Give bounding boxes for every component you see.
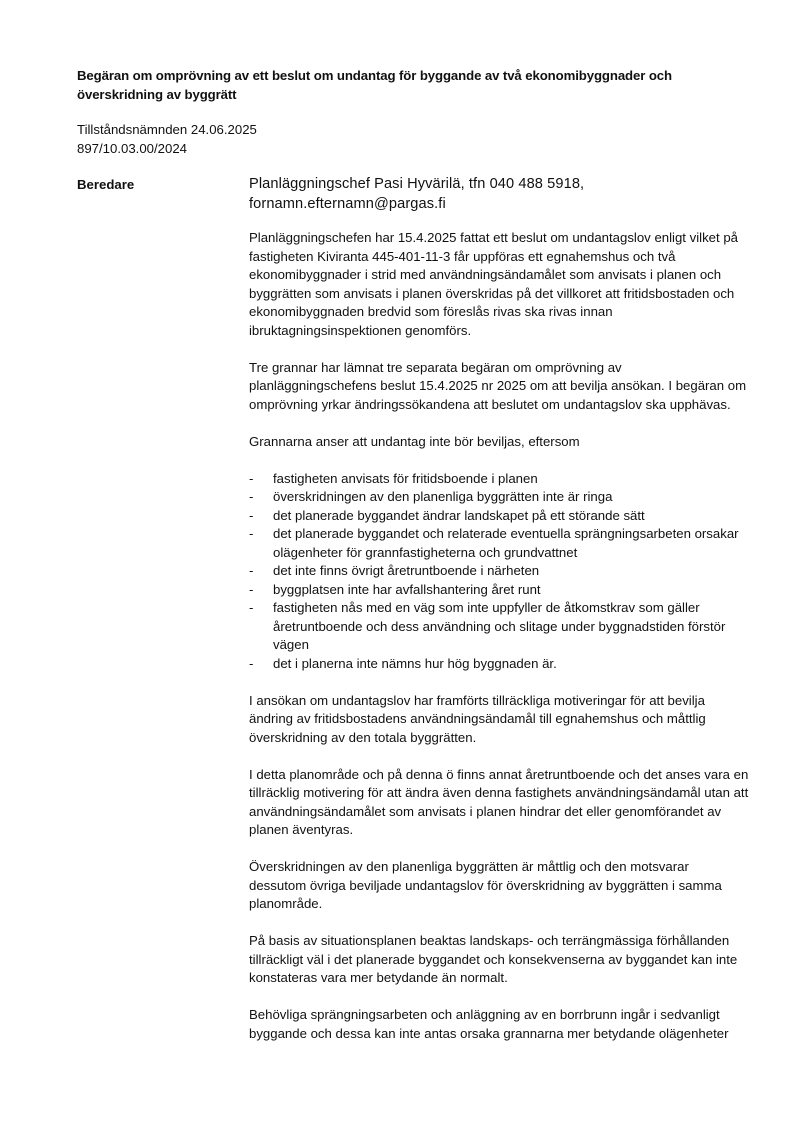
objection-list: [249, 470, 749, 674]
meeting-date: Tillståndsnämnden 24.06.2025: [77, 122, 257, 137]
list-item: - fastigheten anvisats för fritidsboende i planen: [249, 470, 749, 489]
paragraph: Tre grannar har lämnat tre separata begäran om omprövning av planläggningschefens beslut 15.4.2025 nr 2025 om att bevilja ansökan. I begäran om omprövning yrkar ändringssökandena att beslutet om undantagslov ska upphävas.: [249, 359, 747, 412]
title-line-1: Begäran om omprövning av ett beslut om undantag för byggande av två ekonomibyggnader och: [77, 68, 672, 83]
list-item: - det planerade byggandet och relaterade eventuella sprängningsarbeten orsakar olägenheter för grannfastigheterna och grundvattnet: [249, 525, 749, 562]
preparer-info: [249, 175, 749, 214]
document-meta: [77, 121, 257, 158]
paragraph: Behövliga sprängningsarbeten och anläggning av en borrbrunn ingår i sedvanligt byggande och dessa kan inte antas orsaka grannarna mer betydande olägenheter: [249, 1007, 729, 1041]
document-body: [249, 229, 749, 1062]
list-item: - överskridningen av den planenliga byggrätten inte är ringa: [249, 488, 749, 507]
preparer-label: Beredare: [77, 177, 135, 192]
list-item: - fastigheten nås med en väg som inte uppfyller de åtkomstkrav som gäller åretruntboende och dess användning och slitage under byggnadstiden förstör vägen: [249, 599, 749, 655]
title-line-2: överskridning av byggrätt: [77, 86, 237, 102]
paragraph: Grannarna anser att undantag inte bör beviljas, eftersom: [249, 433, 580, 449]
paragraph: I detta planområde och på denna ö finns annat åretruntboende och det anses vara en tillräcklig motivering för att ändra även denna fastighets användningsändamål utan att användningsändamålet som anvisats i planen hindrar det eller genomförandet av planen äventyras.: [249, 766, 749, 837]
list-item: - det inte finns övrigt åretruntboende i närheten: [249, 562, 749, 581]
list-item: - det i planerna inte nämns hur hög byggnaden är.: [249, 655, 749, 674]
preparer-email: fornamn.efternamn@pargas.fi: [249, 195, 446, 212]
document-title: [77, 67, 717, 104]
paragraph: På basis av situationsplanen beaktas landskaps- och terrängmässiga förhållanden tillräckligt väl i det planerade byggandet och konsekvenserna av byggandet kan inte konstateras vara mer betydande än normalt.: [249, 933, 738, 985]
paragraph: Planläggningschefen har 15.4.2025 fattat ett beslut om undantagslov enligt vilket på fastigheten Kiviranta 445-401-11-3 får uppföras ett egnahemshus och två ekonomibyggnader i strid med användningsändamålet som anvisats i planen och byggrätten som anvisats i planen överskridas på det villkoret att fritidsbostaden och ekonomibyggnaden bredvid som föreslås rivas ska rivas innan ibruktagningsinspektionen genomförs.: [249, 230, 739, 338]
case-number: 897/10.03.00/2024: [77, 140, 188, 156]
list-item: - det planerade byggandet ändrar landskapet på ett störande sätt: [249, 507, 749, 526]
paragraph: Överskridningen av den planenliga byggrätten är måttlig och den motsvarar dessutom övriga beviljade undantagslov för överskridning av byggrätten i samma planområde.: [249, 859, 722, 911]
paragraph: I ansökan om undantagslov har framförts tillräckliga motiveringar för att bevilja ändring av fritidsbostadens användningsändamål till egnahemshus och måttlig överskridning av den totala byggrätten.: [249, 692, 706, 745]
preparer-name-phone: Planläggningschef Pasi Hyvärilä, tfn 040 488 5918,: [249, 176, 585, 192]
list-item: - byggplatsen inte har avfallshantering året runt: [249, 581, 749, 600]
